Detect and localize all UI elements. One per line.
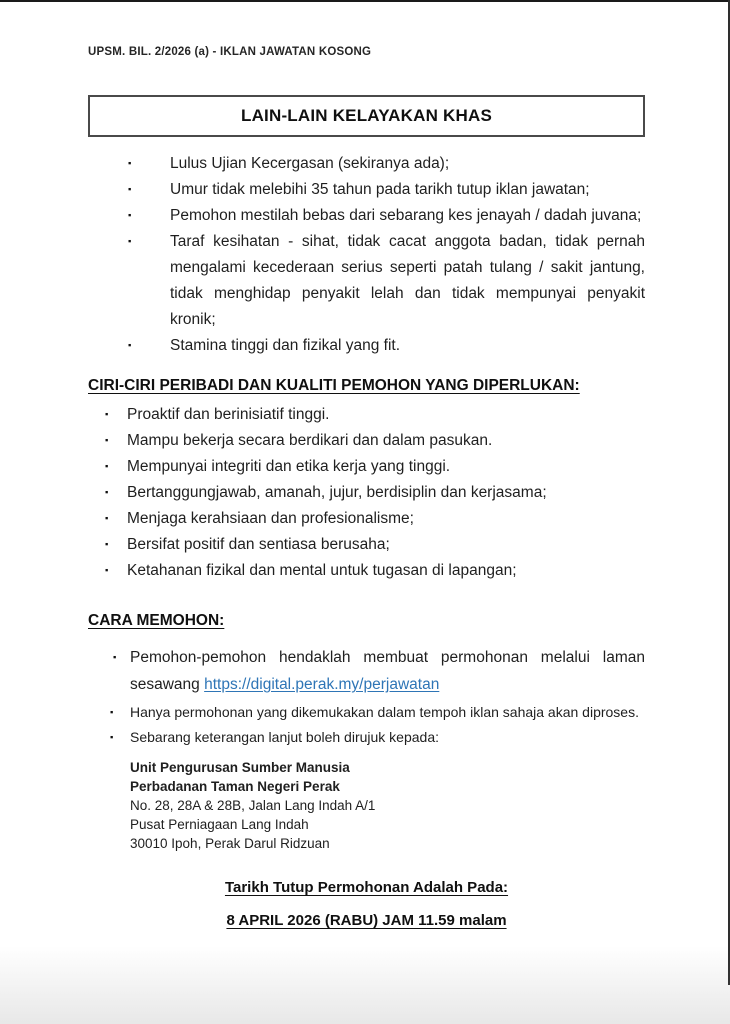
- list-item: [88, 402, 645, 428]
- page-top-edge: [0, 0, 730, 2]
- list-item: [88, 506, 645, 532]
- section-heading-cara: CARA MEMOHON:: [88, 612, 225, 629]
- spacer: [88, 896, 645, 912]
- bullet-icon: [105, 454, 108, 480]
- list-item-text: Mempunyai integriti dan etika kerja yang tinggi.: [127, 458, 451, 475]
- ciri-list: [88, 402, 645, 584]
- list-item-text: Bertanggungjawab, amanah, jujur, berdisiplin dan kerjasama;: [127, 484, 547, 501]
- list-item-text: Bersifat positif dan sentiasa berusaha;: [127, 536, 390, 553]
- list-item: [88, 727, 645, 748]
- list-item: [88, 151, 645, 177]
- cara-item-1-text: Pemohon-pemohon hendaklah membuat permohonan melalui laman sesawang: [130, 649, 645, 693]
- list-item: [88, 333, 645, 359]
- cara-item-3-text: Sebarang keterangan lanjut boleh dirujuk kepada:: [130, 728, 440, 745]
- list-item-text: Lulus Ujian Kecergasan (sekiranya ada);: [170, 155, 450, 172]
- list-item: [88, 558, 645, 584]
- kelayakan-list: [88, 151, 645, 359]
- address-org-unit: Unit Pengurusan Sumber Manusia: [130, 760, 350, 775]
- bullet-icon: [128, 151, 131, 177]
- bullet-icon: [105, 506, 108, 532]
- list-item-text: Taraf kesihatan - sihat, tidak cacat anggota badan, tidak pernah mengalami kecederaan serius seperti patah tulang / sakit jantung, tidak menghidap penyakit lelah dan tidak mempunyai penyakit kronik;: [170, 233, 645, 328]
- bullet-icon: [105, 480, 108, 506]
- bullet-icon: [128, 203, 131, 229]
- address-street: No. 28, 28A & 28B, Jalan Lang Indah A/1: [130, 798, 376, 813]
- list-item-text: Umur tidak melebihi 35 tahun pada tarikh tutup iklan jawatan;: [170, 181, 590, 198]
- list-item: [88, 702, 645, 723]
- address-city: 30010 Ipoh, Perak Darul Ridzuan: [130, 836, 330, 851]
- bullet-icon: [128, 229, 131, 255]
- bullet-icon: [105, 428, 108, 454]
- list-item-text: Stamina tinggi dan fizikal yang fit.: [170, 337, 401, 354]
- list-item-text: Ketahanan fizikal dan mental untuk tugasan di lapangan;: [127, 562, 517, 579]
- application-url-link[interactable]: https://digital.perak.my/perjawatan: [204, 676, 440, 693]
- list-item: [88, 177, 645, 203]
- bullet-icon: [128, 177, 131, 203]
- title-box: [88, 95, 645, 137]
- bullet-icon: [105, 558, 108, 584]
- list-item: [88, 203, 645, 229]
- bullet-icon: [105, 402, 108, 428]
- bullet-icon: [113, 644, 116, 671]
- page-title: LAIN-LAIN KELAYAKAN KHAS: [240, 106, 492, 125]
- bullet-icon: [110, 728, 113, 749]
- document-header: UPSM. BIL. 2/2026 (a) - IKLAN JAWATAN KOSONG: [88, 46, 372, 58]
- list-item-text: Menjaga kerahsiaan dan profesionalisme;: [127, 510, 414, 527]
- bullet-icon: [128, 333, 131, 359]
- contact-address-block: [88, 758, 645, 853]
- address-area: Pusat Perniagaan Lang Indah: [130, 817, 309, 832]
- list-item-text: Proaktif dan berinisiatif tinggi.: [127, 406, 330, 423]
- list-item: [88, 644, 645, 698]
- closing-date-label: Tarikh Tutup Permohonan Adalah Pada:: [224, 879, 509, 896]
- list-item: [88, 480, 645, 506]
- bullet-icon: [110, 703, 113, 724]
- bullet-icon: [105, 532, 108, 558]
- address-org-name: Perbadanan Taman Negeri Perak: [130, 779, 340, 794]
- list-item-text: Pemohon mestilah bebas dari sebarang kes jenayah / dadah juvana;: [170, 207, 642, 224]
- closing-date-value: 8 APRIL 2026 (RABU) JAM 11.59 malam: [226, 912, 507, 929]
- section-heading-ciri: CIRI-CIRI PERIBADI DAN KUALITI PEMOHON YANG DIPERLUKAN:: [88, 377, 580, 394]
- page-bottom-shadow: [0, 946, 730, 1024]
- cara-item-2-text: Hanya permohonan yang dikemukakan dalam tempoh iklan sahaja akan diproses.: [130, 704, 639, 720]
- list-item: [88, 229, 645, 333]
- closing-date-block: [88, 879, 645, 929]
- list-item: [88, 532, 645, 558]
- list-item-text: Mampu bekerja secara berdikari dan dalam pasukan.: [127, 432, 493, 449]
- list-item: [88, 428, 645, 454]
- list-item: [88, 454, 645, 480]
